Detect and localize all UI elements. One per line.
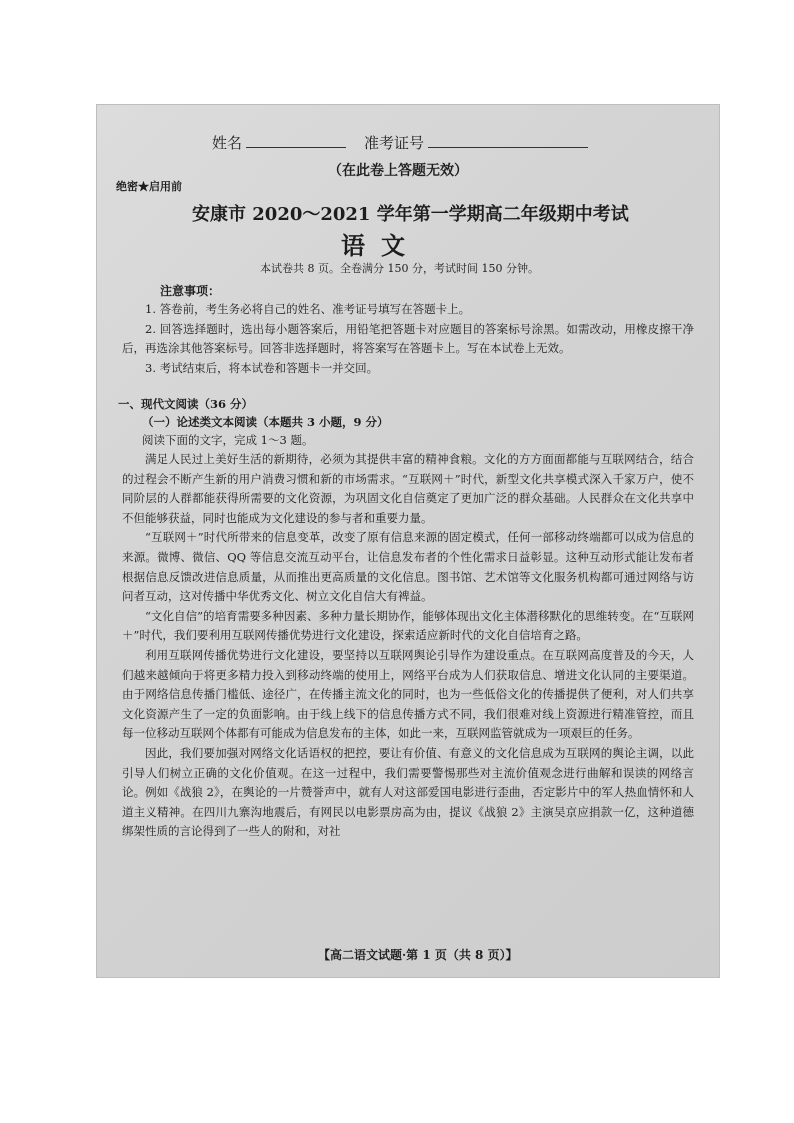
candidate-info-line [212,132,606,153]
exam-meta: 本试卷共 8 页。全卷满分 150 分，考试时间 150 分钟。 [260,262,539,275]
passage-paragraph: 利用互联网传播优势进行文化建设，要坚持以互联网舆论引导作为建设重点。在互联网高度普及的今天，人们越来越倾向于将更多精力投入到移动终端的使用上，网络平台成为人们获取信息、增进文化认同的主要渠道。由于网络信息传播门槛低、途径广，在传播主流文化的同时，也为一些低俗文化的传播提供了便利，对人们共享文化资源产生了一定的负面影响。由于线上线下的信息传播方式不同，我们很难对线上资源进行精准管控，而且每一位移动互联网个体都有可能成为信息发布的主体，如此一来，互联网监管就成为一项艰巨的任务。 [122,647,694,741]
notes-list [122,300,694,378]
page-footer: 【高二语文试题·第 1 页（共 8 页）】 [318,948,518,962]
invalid-note: （在此卷上答题无效） [328,163,468,179]
secret-mark: 绝密★启用前 [116,180,182,193]
name-label: 姓名 [212,134,243,152]
passage-paragraph: “文化自信”的培育需要多种因素、多种力量长期协作，能够体现出文化主体潜移默化的思维转变。在“互联网＋”时代，我们要利用互联网传播优势进行文化建设，探索适应新时代的文化自信培育之路。 [122,608,694,643]
id-blank [428,147,588,148]
notes-heading: 注意事项： [160,284,221,298]
note-item: 1. 答卷前，考生务必将自己的姓名、准考证号填写在答题卡上。 [145,302,471,316]
section-title: 一、现代文阅读（36 分） [118,397,254,411]
reading-passage [122,450,694,842]
note-item: 3. 考试结束后，将本试卷和答题卡一并交回。 [145,360,379,375]
note-item: 2. 回答选择题时，选出每小题答案后，用铅笔把答题卡对应题目的答案标号涂黑。如需改动，用橡皮擦干净后，再选涂其他答案标号。回答非选择题时，将答案写在答题卡上。写在本试卷上无效。 [122,321,694,356]
exam-page-photo [96,104,720,978]
id-label: 准考证号 [364,134,425,152]
passage-paragraph: 因此，我们要加强对网络文化话语权的把控，要让有价值、有意义的文化信息成为互联网的舆论主调，以此引导人们树立正确的文化价值观。在这一过程中，我们需要警惕那些对主流价值观念进行曲解和误读的网络言论。例如《战狼 2》，在舆论的一片赞誉声中，就有人对这部爱国电影进行歪曲，否定影片中的军人热血情怀和人道主义精神。在四川九寨沟地震后，有网民以电影票房高为由，提议《战狼 2》主演吴京应捐款一亿，这种道德绑架性质的言论得到了一些人的附和，对社 [122,745,694,839]
subsection-title: （一）论述类文本阅读（本题共 3 小题，9 分） [142,415,389,429]
passage-paragraph: 满足人民过上美好生活的新期待，必须为其提供丰富的精神食粮。文化的方方面面都能与互联网结合，结合的过程会不断产生新的用户消费习惯和新的市场需求。“互联网＋”时代，新型文化共享模式深入千家万户，使不同阶层的人群都能获得所需要的文化资源，为巩固文化自信奠定了更加广泛的群众基础。人民群众在文化共享中不但能够获益，同时也能成为文化建设的参与者和重要力量。 [122,452,694,525]
passage-paragraph: “互联网＋”时代所带来的信息变革，改变了原有信息来源的固定模式，任何一部移动终端都可以成为信息的来源。微博、微信、QQ 等信息交流互动平台，让信息发布者的个性化需求日益彰显。这种互动形式能让发布者根据信息反馈改进信息质量，从而推出更高质量的文化信息。图书馆、艺术馆等文化服务机构都可通过网络与访问者互动，这对传播中华优秀文化、树立文化自信大有裨益。 [122,530,694,604]
exam-subject: 语文 [341,231,421,260]
exam-title: 安康市 2020～2021 学年第一学期高二年级期中考试 [192,204,629,225]
reading-instruction: 阅读下面的文字，完成 1～3 题。 [142,433,314,447]
name-blank [246,147,346,148]
